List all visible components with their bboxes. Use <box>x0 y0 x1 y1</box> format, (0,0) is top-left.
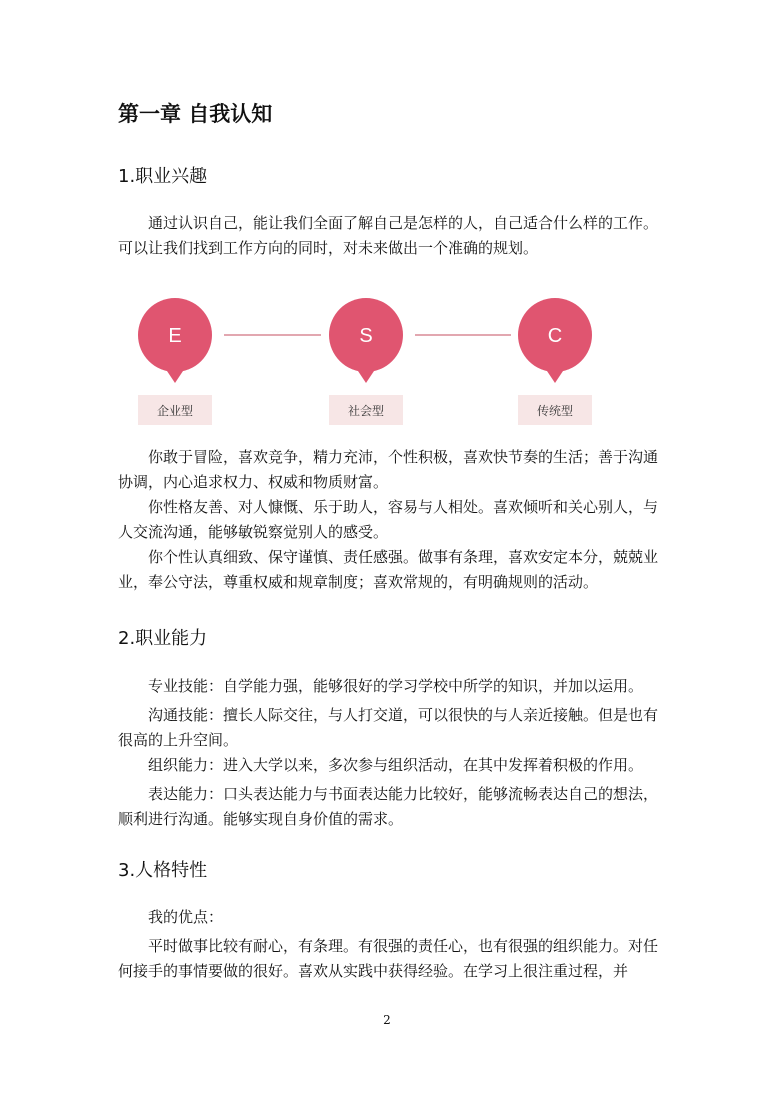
section-heading-personality: 3.人格特性 <box>118 860 208 881</box>
paragraph: 组织能力：进入大学以来，多次参与组织活动，在其中发挥着积极的作用。 <box>148 756 644 774</box>
holland-code-diagram <box>118 292 658 430</box>
paragraph: 通过认识自己，能让我们全面了解自己是怎样的人，自己适合什么样的工作。可以让我们找到工作方向的同时，对未来做出一个准确的规划。 <box>118 214 659 257</box>
node-s <box>329 298 403 425</box>
paragraph: 平时做事比较有耐心，有条理。有很强的责任心，也有很强的组织能力。对任何接手的事情要做的很好。喜欢从实践中获得经验。在学习上很注重过程，并 <box>118 937 659 980</box>
section-heading-career-interest: 1.职业兴趣 <box>118 166 208 187</box>
node-label: 社会型 <box>347 404 385 418</box>
page-number: 2 <box>383 1013 391 1027</box>
node-c <box>518 298 592 425</box>
paragraph: 专业技能：自学能力强，能够很好的学习学校中所学的知识，并加以运用。 <box>148 677 644 695</box>
chapter-title: 第一章 自我认知 <box>118 102 273 126</box>
node-pointer <box>547 371 563 383</box>
node-letter: E <box>168 325 182 347</box>
section-heading-career-ability: 2.职业能力 <box>118 628 208 649</box>
paragraph: 表达能力：口头表达能力与书面表达能力比较好，能够流畅表达自己的想法，顺利进行沟通。能够实现自身价值的需求。 <box>118 785 659 828</box>
paragraph: 你性格友善、对人慷慨、乐于助人，容易与人相处。喜欢倾听和关心别人，与人交流沟通，能够敏锐察觉别人的感受。 <box>118 498 659 541</box>
paragraph: 沟通技能：擅长人际交往，与人打交道，可以很快的与人亲近接触。但是也有很高的上升空间。 <box>118 706 659 749</box>
node-pointer <box>167 371 183 383</box>
paragraph: 你个性认真细致、保守谨慎、责任感强。做事有条理，喜欢安定本分，兢兢业业，奉公守法，尊重权威和规章制度；喜欢常规的，有明确规则的活动。 <box>118 548 659 591</box>
paragraph: 你敢于冒险，喜欢竞争，精力充沛，个性积极，喜欢快节奏的生活；善于沟通协调，内心追求权力、权威和物质财富。 <box>118 448 659 491</box>
paragraph: 我的优点： <box>148 908 224 926</box>
node-label: 企业型 <box>156 404 194 418</box>
node-e <box>138 298 212 425</box>
node-pointer <box>358 371 374 383</box>
node-label: 传统型 <box>536 404 574 418</box>
node-letter: C <box>547 325 563 347</box>
node-letter: S <box>359 325 373 347</box>
